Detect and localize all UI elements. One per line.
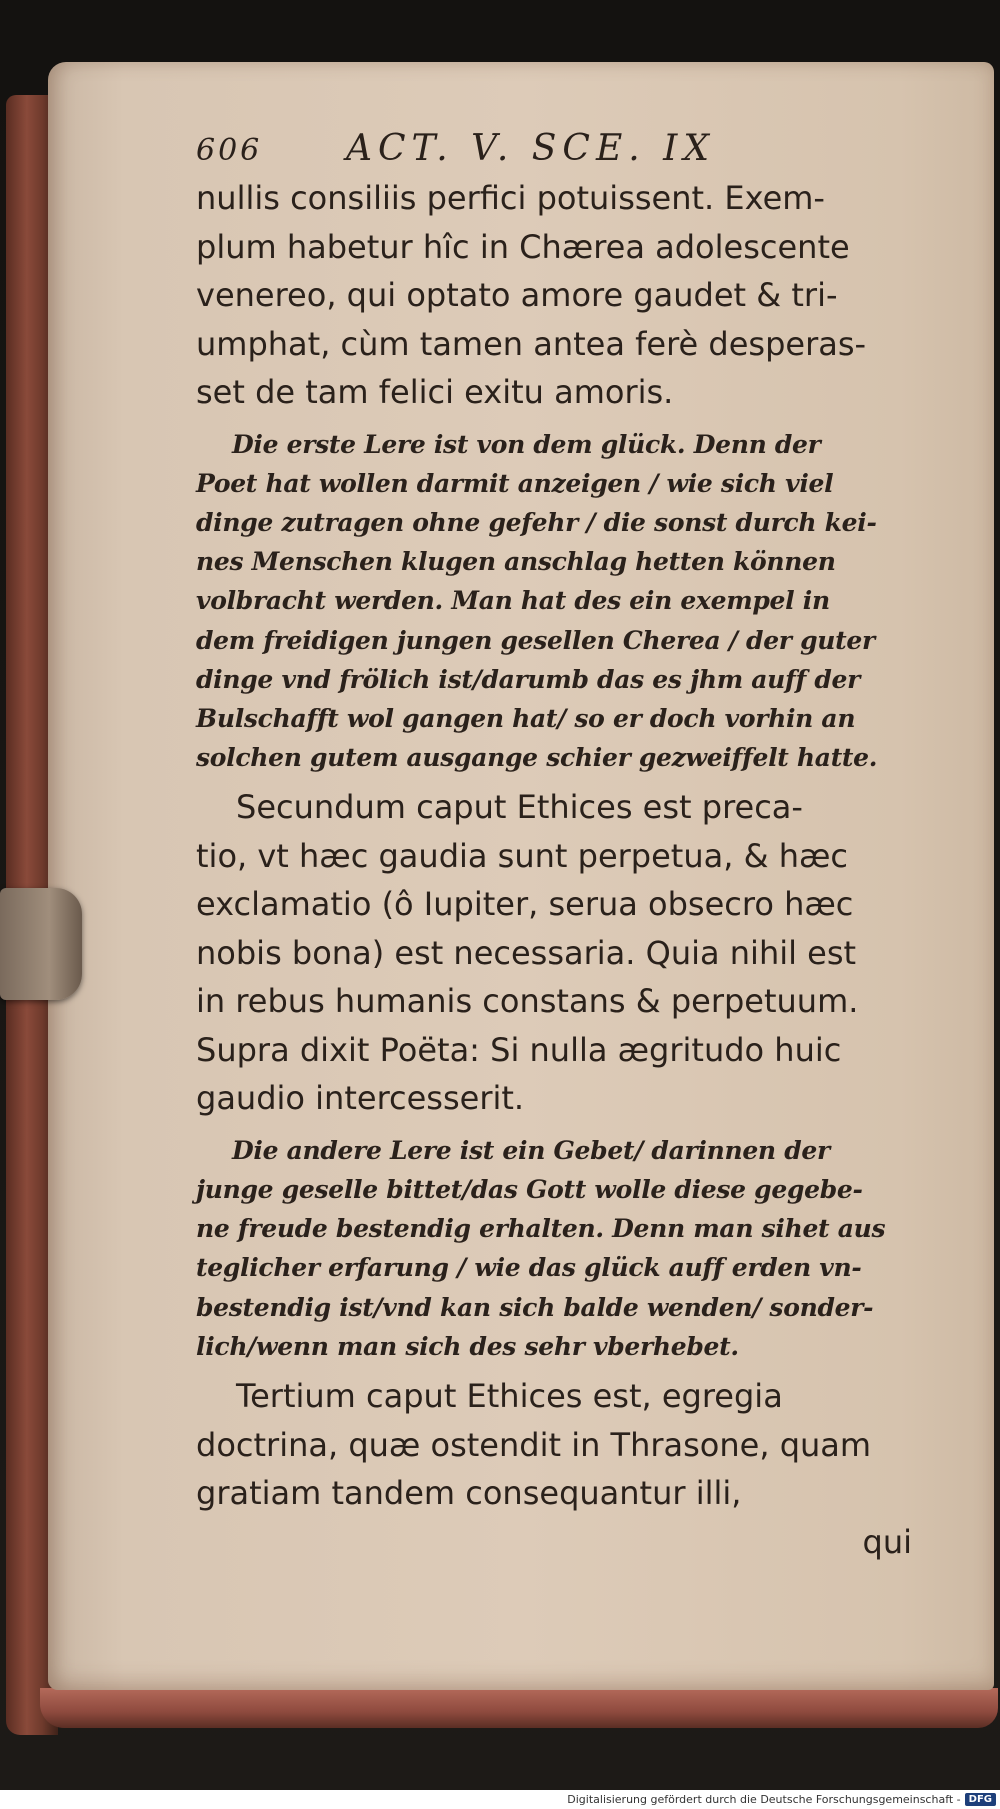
running-head: ACT. V. SCE. IX [346, 128, 715, 169]
digitization-footer [0, 1790, 1000, 1809]
text-line: solchen gutem ausgange schier gezweiffelt hatte. [196, 743, 878, 773]
text-line: ne freude bestendig erhalten. Denn man sihet aus [196, 1214, 886, 1244]
text-line: volbracht werden. Man hat des ein exempel in [196, 586, 830, 616]
text-line: Bulschafft wol gangen hat/ so er doch vorhin an [196, 703, 856, 733]
text-line: bestendig ist/vnd kan sich balde wenden/ sonder- [196, 1292, 874, 1322]
text-line: Supra dixit Poëta: Si nulla ægritudo huic [196, 1030, 842, 1069]
text-line: nes Menschen klugen anschlag hetten können [196, 547, 836, 577]
latin-paragraph-3 [196, 1372, 936, 1566]
text-line: tio, vt hæc gaudia sunt perpetua, & hæc [196, 836, 848, 875]
text-line: dem freidigen jungen gesellen Cherea / der guter [196, 625, 875, 655]
text-line: umphat, cùm tamen antea ferè desperas- [196, 324, 867, 363]
text-line: dinge vnd frölich ist/darumb das es jhm auff der [196, 664, 861, 694]
text-line: lich/wenn man sich des sehr vberhebet. [196, 1331, 739, 1361]
text-line: set de tam felici exitu amoris. [196, 373, 674, 411]
dfg-logo: DFG [965, 1793, 996, 1806]
german-paragraph-1 [196, 425, 936, 778]
text-line: Die andere Lere ist ein Gebet/ darinnen der [232, 1135, 830, 1165]
text-line: nullis consiliis perfici potuissent. Exem- [196, 179, 825, 217]
text-line: teglicher erfarung / wie das glück auff erden vn- [196, 1253, 862, 1283]
text-line: gratiam tandem consequantur illi, [196, 1474, 742, 1513]
text-line: doctrina, quæ ostendit in Thrasone, quam [196, 1425, 872, 1464]
text-line: venereo, qui optato amore gaudet & tri- [196, 276, 838, 314]
catchword: qui [862, 1522, 912, 1561]
page-number: 606 [196, 133, 263, 168]
text-line: Die erste Lere ist von dem glück. Denn der [232, 429, 821, 459]
text-line: junge geselle bittet/das Gott wolle diese gegebe- [196, 1175, 863, 1205]
text-line: Secundum caput Ethices est preca- [236, 788, 803, 827]
footer-credit: Digitalisierung gefördert durch die Deutsche Forschungsgemeinschaft - [567, 1793, 961, 1806]
latin-paragraph-2 [196, 783, 936, 1123]
text-line: plum habetur hîc in Chærea adolescente [196, 227, 850, 266]
text-line: gaudio intercesserit. [196, 1079, 525, 1118]
latin-paragraph-1 [196, 174, 936, 417]
text-line: Tertium caput Ethices est, egregia [236, 1377, 783, 1416]
text-line: Poet hat wollen darmit anzeigen / wie sich viel [196, 468, 834, 498]
page-bottom-edge [40, 1688, 998, 1728]
text-line: in rebus humanis constans & perpetuum. [196, 982, 859, 1021]
book-clasp [0, 888, 82, 1000]
text-line: exclamatio (ô Iupiter, serua obsecro hæc [196, 885, 854, 924]
text-line: dinge zutragen ohne gefehr / die sonst durch kei- [196, 507, 877, 537]
page-header [196, 128, 936, 174]
page-text [196, 128, 936, 1566]
german-paragraph-2 [196, 1131, 936, 1366]
text-line: nobis bona) est necessaria. Quia nihil est [196, 933, 857, 972]
